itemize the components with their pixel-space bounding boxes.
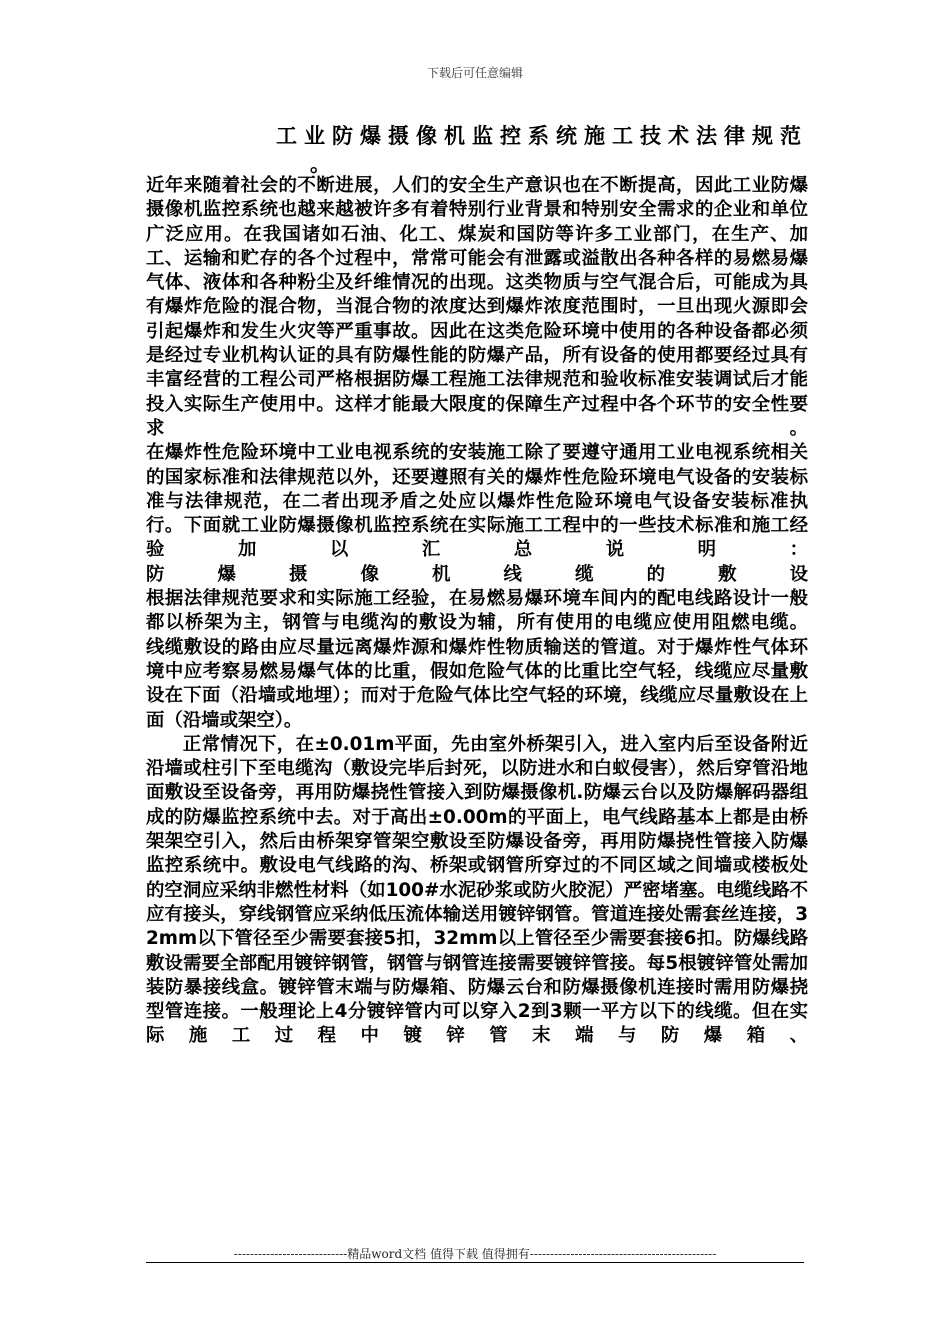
- paragraph-installation-details: 正常情况下，在±0.01m平面，先由室外桥架引入，进入室内后至设备附近沿墙或柱引下至电缆沟（敷设完毕后封死，以防进水和白蚁侵害），然后穿管沿地面敷设至设备旁，再用防爆挠性管接入到防爆摄像机.防爆云台以及防爆解码器组成的防爆监控系统中去。对于高出±0.00m的平面上，电气线路基本上都是由桥架架空引入，然后由桥架穿管架空敷设至防爆设备旁，再用防爆挠性管接入防爆监控系统中。敷设电气线路的沟、桥架或钢管所穿过的不同区域之间墙或楼板处的空洞应采纳非燃性材料（如100#水泥砂浆或防火胶泥）严密堵塞。电缆线路不应有接头，穿线钢管应采纳低压流体输送用镀锌钢管。管道连接处需套丝连接，32mm以下管径至少需要套接5扣，32mm以上管径至少需要套接6扣。防爆线路敷设需要全部配用镀锌钢管，钢管与钢管连接需要镀锌管接。每5根镀锌管处需加装防暴接线盒。镀锌管末端与防爆箱、防爆云台和防爆摄像机连接时需用防爆挠型管连接。一般理论上4分镀锌管内可以穿入2到3颗一平方以下的线缆。但在实际施工过程中镀锌管末端与防爆箱、: [146, 733, 808, 1047]
- page-footer: ----------------------------精品word文档 值得下载 值得拥有----------------------------------------------: [233, 1247, 717, 1261]
- document-body: [146, 174, 808, 1049]
- paragraph-standards: 在爆炸性危险环境中工业电视系统的安装施工除了要遵守通用工业电视系统相关的国家标准和法律规范以外，还要遵照有关的爆炸性危险环境电气设备的安装标准与法律规范，在二者出现矛盾之处应以爆炸性危险环境电气设备安装标准执行。下面就工业防爆摄像机监控系统在实际施工工程中的一些技术标准和施工经验加以汇总说明：: [146, 442, 808, 561]
- paragraph-cable-routing: 线缆敷设的路由应尽量远离爆炸源和爆炸性物质输送的管道。对于爆炸性气体环境中应考察易燃易爆气体的比重，假如危险气体的比重比空气轻，线缆应尽量敷设在下面（沿墙或地埋）；而对于危险气体比空气轻的环境，线缆应尽量敷设在上面（沿墙或架空）。: [146, 636, 808, 731]
- paragraph-intro: 近年来随着社会的不断进展，人们的安全生产意识也在不断提高，因此工业防爆摄像机监控系统也越来越被许多有着特别行业背景和特别安全需求的企业和单位广泛应用。在我国诸如石油、化工、煤炭和国防等许多工业部门，在生产、加工、运输和贮存的各个过程中，常常可能会有泄露或溢散出各种各样的易燃易爆气体、液体和各种粉尘及纤维情况的出现。这类物质与空气混合后，可能成为具有爆炸危险的混合物，当混合物的浓度达到爆炸浓度范围时，一旦出现火源即会引起爆炸和发生火灾等严重事故。因此在这类危险环境中使用的各种设备都必须是经过专业机构认证的具有防爆性能的防爆产品，所有设备的使用都要经过具有丰富经营的工程公司严格根据防爆工程施工法律规范和验收标准安装调试后才能投入实际生产使用中。这样才能最大限度的保障生产过程中各个环节的安全性要求。: [146, 175, 808, 439]
- title-period: 。: [310, 152, 330, 176]
- paragraph-cable-design: 根据法律规范要求和实际施工经验，在易燃易爆环境车间内的配电线路设计一般都以桥架为主，钢管与电缆沟的敷设为辅，所有使用的电缆应使用阻燃电缆。: [146, 588, 808, 634]
- document-title: 工业防爆摄像机监控系统施工技术法律规范: [276, 124, 808, 148]
- footer-rule: [146, 1262, 804, 1263]
- section-heading-cable-laying: 防爆摄像机线缆的敷设: [146, 563, 808, 585]
- page-header: 下载后可任意编辑: [426, 66, 523, 80]
